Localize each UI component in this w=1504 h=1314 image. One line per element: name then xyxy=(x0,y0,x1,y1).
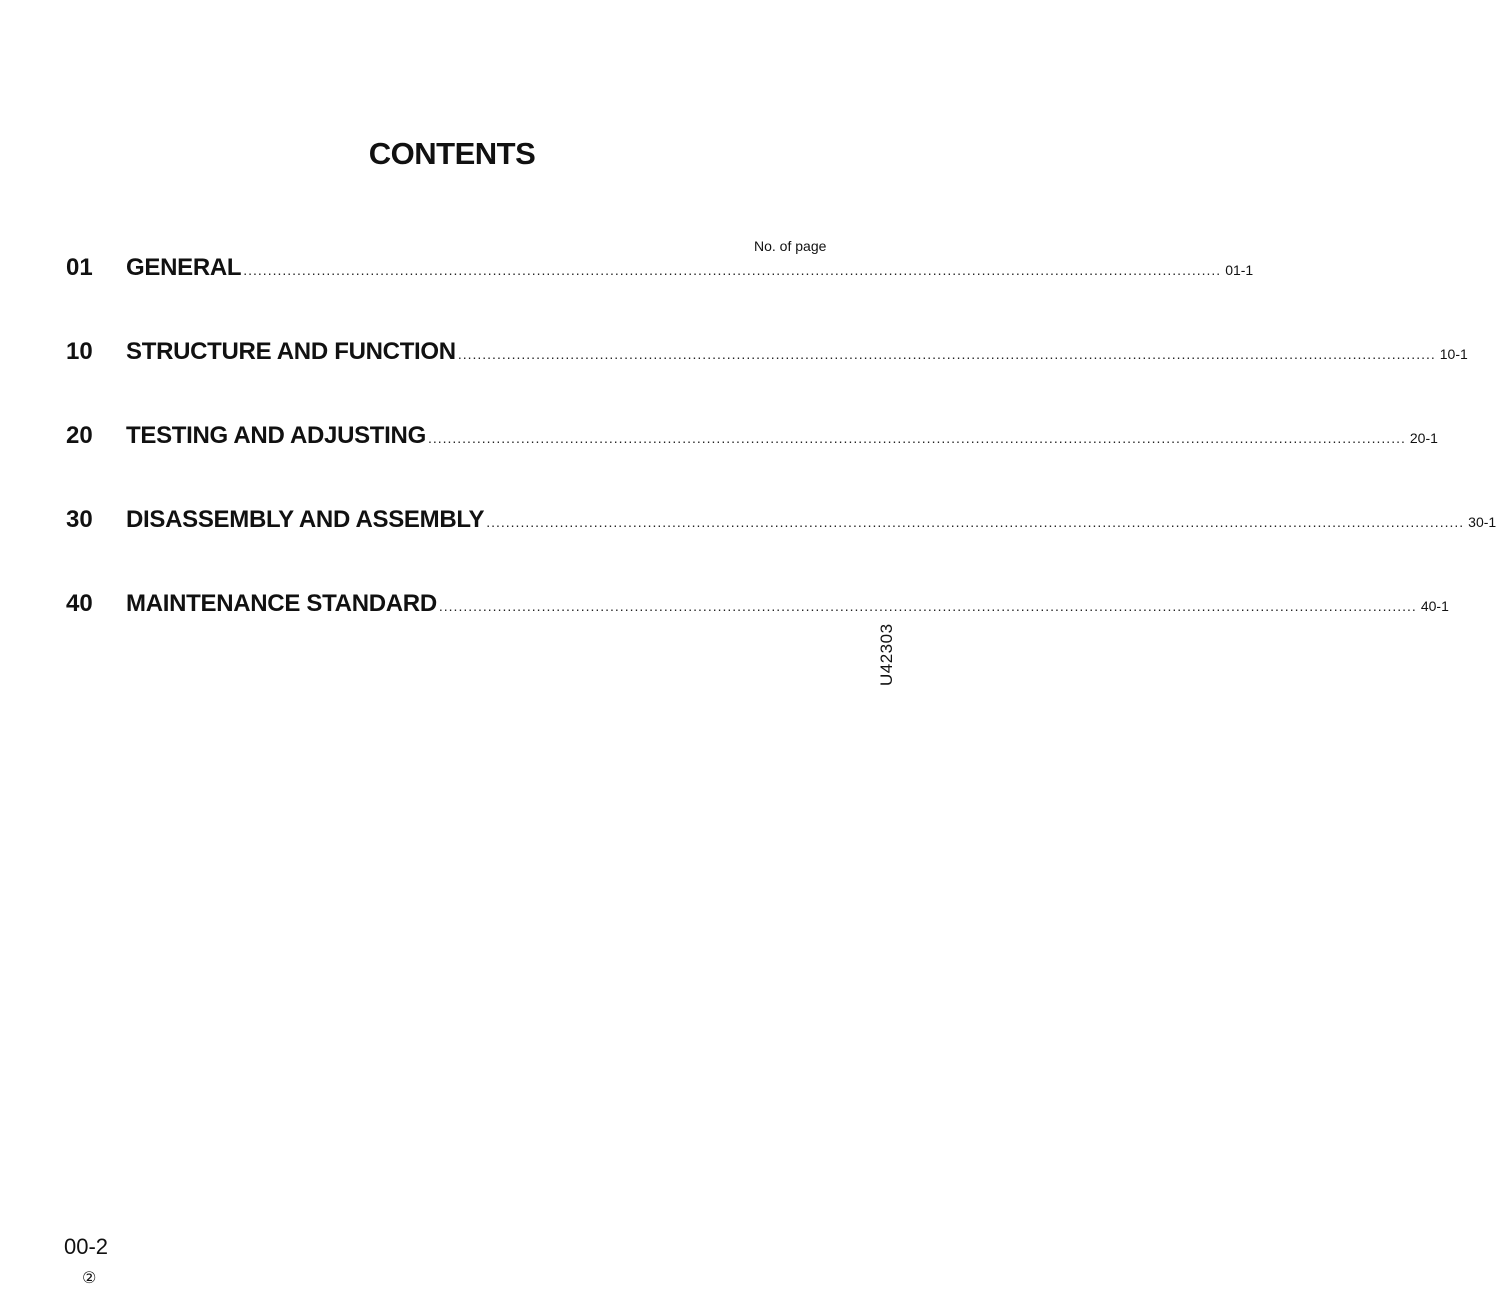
toc-section-number: 30 xyxy=(66,506,93,533)
toc-section-number: 10 xyxy=(66,338,93,365)
toc-page-number: 20-1 xyxy=(1409,430,1438,446)
toc-section-number: 01 xyxy=(66,254,93,281)
revision-mark: ② xyxy=(82,1270,97,1287)
page-number: 00-2 xyxy=(64,1234,109,1259)
toc-section-title: STRUCTURE AND FUNCTION xyxy=(126,338,456,365)
toc-row xyxy=(66,590,1449,622)
toc-section-title: DISASSEMBLY AND ASSEMBLY xyxy=(126,506,485,533)
toc-section-title: GENERAL xyxy=(126,254,242,281)
page-title: CONTENTS xyxy=(368,136,536,171)
toc-page-number: 30-1 xyxy=(1468,514,1497,530)
toc-dot-leader: ........................................................................................................................................................................................................ xyxy=(486,514,1465,530)
toc-page-number: 10-1 xyxy=(1439,346,1468,362)
toc-row xyxy=(66,338,1468,370)
toc-row xyxy=(66,506,1497,538)
page-column-header: No. of page xyxy=(754,238,827,254)
toc-page-number: 40-1 xyxy=(1420,598,1449,614)
toc-section-number: 20 xyxy=(66,422,93,449)
toc-page-number: 01-1 xyxy=(1225,262,1254,278)
toc-section-number: 40 xyxy=(66,590,93,617)
toc-section-title: MAINTENANCE STANDARD xyxy=(126,590,437,617)
toc-dot-leader: ........................................................................................................................................................................................................ xyxy=(427,430,1406,446)
toc-row xyxy=(66,422,1438,454)
toc-dot-leader: ........................................................................................................................................................................................................ xyxy=(243,262,1222,278)
document-code: U42303 xyxy=(877,623,896,686)
toc-dot-leader: ........................................................................................................................................................................................................ xyxy=(438,598,1417,614)
toc-row xyxy=(66,254,1254,286)
toc-section-title: TESTING AND ADJUSTING xyxy=(126,422,426,449)
toc-dot-leader: ........................................................................................................................................................................................................ xyxy=(457,346,1436,362)
